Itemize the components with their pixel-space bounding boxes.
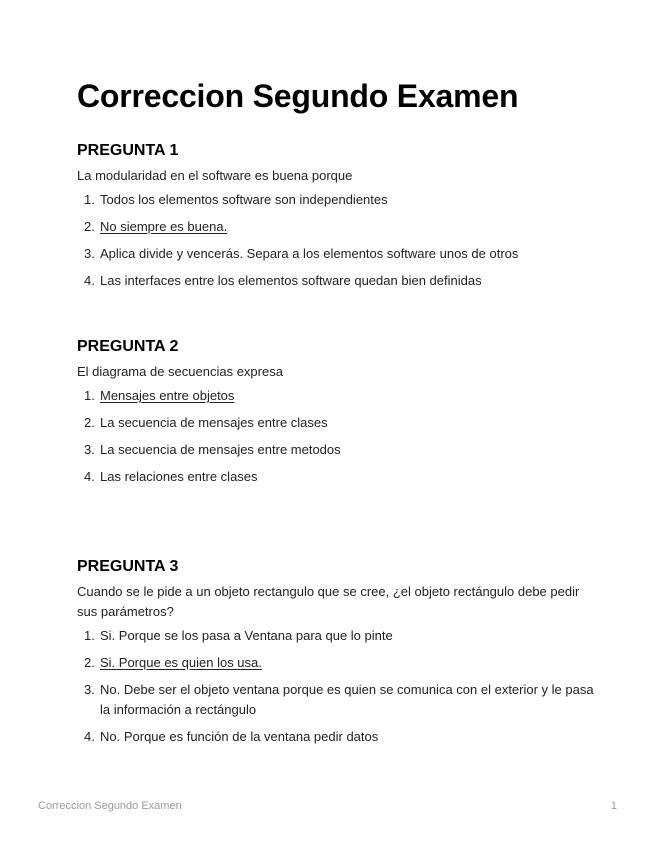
answer-number: 2. (84, 655, 95, 670)
question-prompt: Cuando se le pide a un objeto rectangulo que se cree, ¿el objeto rectángulo debe pedir sus parámetros? (77, 584, 580, 619)
answer-number: 4. (84, 469, 95, 484)
answer-option (77, 217, 597, 237)
answer-number: 3. (84, 246, 95, 261)
question-2 (77, 337, 597, 494)
answer-option (77, 271, 597, 291)
answer-text: Todos los elementos software son independientes (100, 192, 388, 207)
answer-number: 3. (84, 442, 95, 457)
answer-number: 1. (84, 192, 95, 207)
answer-option (77, 727, 597, 747)
question-prompt: La modularidad en el software es buena porque (77, 168, 353, 183)
answer-option (77, 440, 597, 460)
answer-option (77, 467, 597, 487)
answer-number: 4. (84, 729, 95, 744)
answer-list (77, 626, 597, 747)
answer-number: 1. (84, 388, 95, 403)
correct-answer-text: No siempre es buena. (100, 219, 228, 234)
answer-number: 4. (84, 273, 95, 288)
answer-text: Las relaciones entre clases (100, 469, 258, 484)
answer-text: Aplica divide y vencerás. Separa a los elementos software unos de otros (100, 246, 519, 261)
page-number: 1 (610, 800, 617, 812)
answer-option (77, 244, 597, 264)
correct-answer-text: Mensajes entre objetos (100, 388, 235, 403)
answer-text: No. Debe ser el objeto ventana porque es quien se comunica con el exterior y le pasa la información a rectángulo (100, 682, 594, 717)
footer-title: Correccion Segundo Examen (38, 800, 182, 812)
answer-list (77, 190, 597, 291)
answer-number: 2. (84, 219, 95, 234)
answer-number: 1. (84, 628, 95, 643)
question-3 (77, 557, 597, 754)
answer-text: La secuencia de mensajes entre clases (100, 415, 328, 430)
answer-option (77, 386, 597, 406)
answer-number: 3. (84, 682, 95, 697)
answer-option (77, 413, 597, 433)
answer-text: No. Porque es función de la ventana pedir datos (100, 729, 379, 744)
answer-option (77, 626, 597, 646)
answer-option (77, 190, 597, 210)
answer-text: La secuencia de mensajes entre metodos (100, 442, 341, 457)
answer-number: 2. (84, 415, 95, 430)
answer-text: Si. Porque se los pasa a Ventana para que lo pinte (100, 628, 393, 643)
answer-option (77, 680, 597, 720)
correct-answer-text: Si. Porque es quien los usa. (100, 655, 262, 670)
question-heading: PREGUNTA 2 (77, 338, 179, 355)
answer-text: Las interfaces entre los elementos software quedan bien definidas (100, 273, 482, 288)
question-prompt: El diagrama de secuencias expresa (77, 364, 283, 379)
answer-list (77, 386, 597, 487)
question-heading: PREGUNTA 3 (77, 558, 179, 575)
document-title: Correccion Segundo Examen (77, 78, 519, 114)
question-heading: PREGUNTA 1 (77, 142, 179, 159)
answer-option (77, 653, 597, 673)
question-1 (77, 141, 597, 298)
